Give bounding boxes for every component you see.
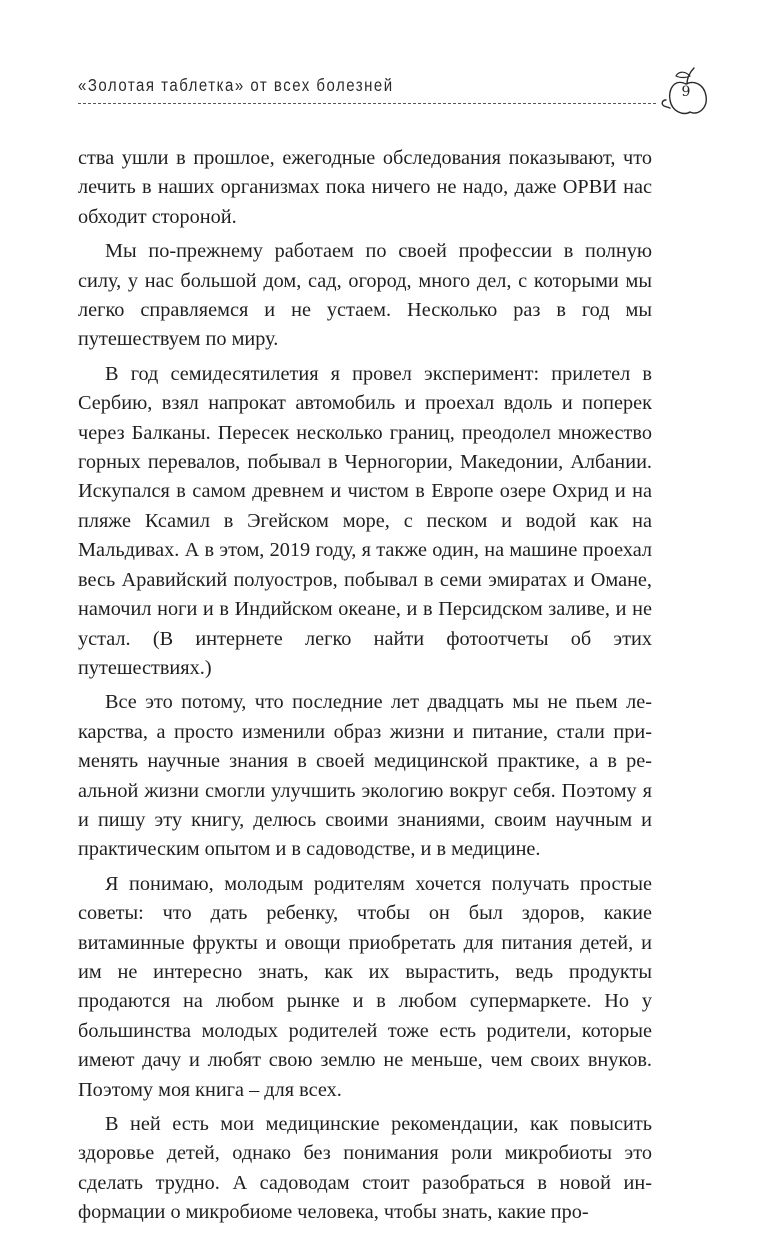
paragraph: ства ушли в прошлое, ежегодные обследования показывают, что лечить в наших организмах пока ничего не надо, даже ОРВИ нас обходит стороной.: [78, 147, 652, 228]
paragraph: Я понимаю, молодым родителям хочется получать простые советы: что дать ребенку, чтобы он был здоров, какие витаминные фрукты и овощи приобретать для питания детей, и им не интересно знать, как их вырастить, ведь продукты продаются на любом рынке и в любом супермаркете. Но у большинства молодых родителей тоже есть родители, которые имеют дачу и любят свою землю не меньше, чем своих внуков. Поэтому моя книга – для всех.: [78, 872, 652, 1101]
running-title: «Золотая таблетка» от всех болезней: [78, 76, 394, 96]
page-number: 9: [681, 84, 691, 100]
paragraph: В ней есть мои медицинские рекомендации, как повысить здоровье детей, однако без понимания роли микробиоты это сделать трудно. А садоводам стоит разобраться в новой информации о микробиоме человека, чтобы знать, какие про-: [78, 1113, 652, 1224]
header-divider: [78, 103, 656, 104]
paragraph: Все это потому, что последние лет двадцать мы не пьем лекарства, а просто изменили образ жизни и питание, стали применять научные знания в своей медицинской практике, а в реальной жизни смогли улучшить экологию вокруг себя. Поэтому я и пишу эту книгу, делюсь своими знаниями, своим научным и практическим опытом и в садоводстве, и в медицине.: [78, 691, 652, 861]
page-number-badge: [660, 62, 712, 120]
paragraph: Мы по-прежнему работаем по своей профессии в полную силу, у нас большой дом, сад, огород, много дел, с которыми мы легко справляемся и не устаем. Несколько раз в год мы путешествуем по миру.: [78, 240, 652, 351]
body-text: [78, 144, 652, 1228]
paragraph: В год семидесятилетия я провел эксперимент: прилетел в Сербию, взял напрокат автомобиль и проехал вдоль и поперек через Балканы. Пересек несколько границ, преодолел множество горных перевалов, побывал в Черногории, Македонии, Албании. Искупался в самом древнем и чистом в Европе озере Охрид и на пляже Ксамил в Эгейском море, с песком и водой как на Мальдивах. А в этом, 2019 году, я также один, на машине проехал весь Аравийский полуостров, побывал в семи эмиратах и Омане, намочил ноги и в Индийском океане, и в Персидском заливе, и не устал. (В интернете легко найти фотоотчеты об этих путешествиях.): [78, 362, 652, 679]
running-header: [78, 76, 654, 110]
